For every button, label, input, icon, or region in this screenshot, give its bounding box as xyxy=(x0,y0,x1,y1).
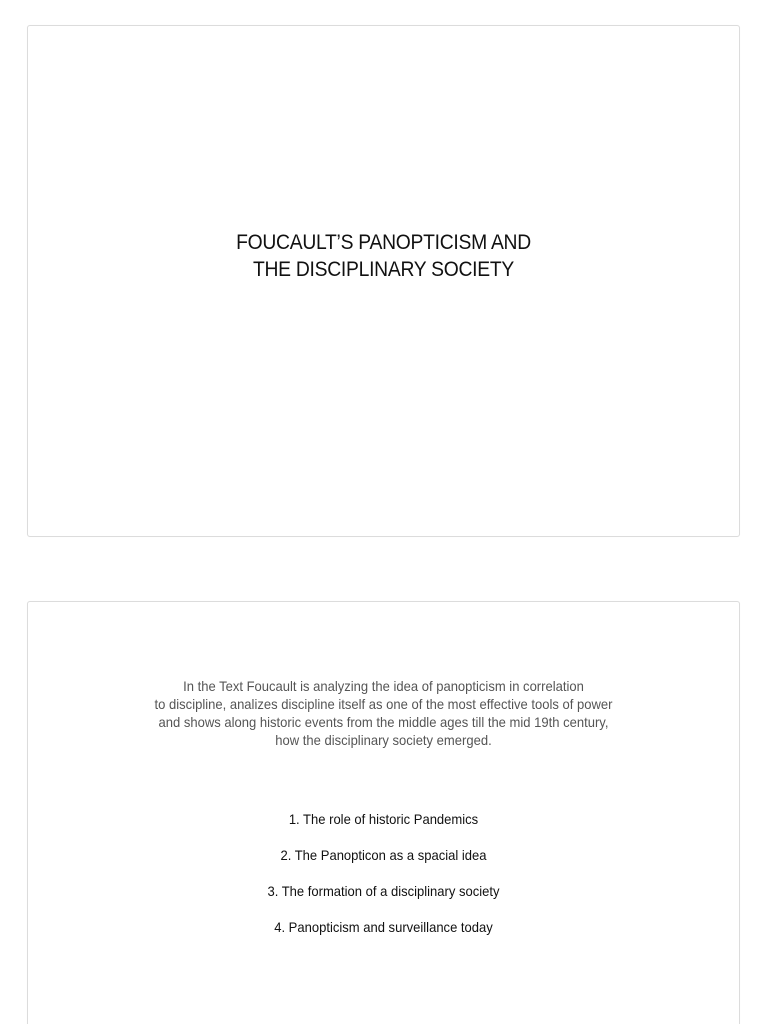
intro-paragraph xyxy=(53,677,714,749)
title-line-1: FOUCAULT’S PANOPTICISM AND xyxy=(236,231,531,254)
toc-item: 1. The role of historic Pandemics xyxy=(288,811,479,827)
intro-line: how the disciplinary society emerged. xyxy=(275,732,492,748)
toc-item: 4. Panopticism and surveillance today xyxy=(274,919,493,935)
toc-item: 2. The Panopticon as a spacial idea xyxy=(280,847,487,863)
slide-title xyxy=(56,229,710,283)
intro-line: In the Text Foucault is analyzing the idea of panopticism in correlation xyxy=(183,678,584,694)
title-slide xyxy=(27,25,740,537)
title-line-2: THE DISCIPLINARY SOCIETY xyxy=(252,258,515,281)
intro-line: and shows along historic events from the middle ages till the mid 19th century, xyxy=(158,714,609,730)
table-of-contents xyxy=(53,810,714,954)
toc-item: 3. The formation of a disciplinary society xyxy=(267,883,500,899)
overview-slide xyxy=(27,601,740,1024)
intro-line: to discipline, analizes discipline itself as one of the most effective tools of power xyxy=(154,696,613,712)
